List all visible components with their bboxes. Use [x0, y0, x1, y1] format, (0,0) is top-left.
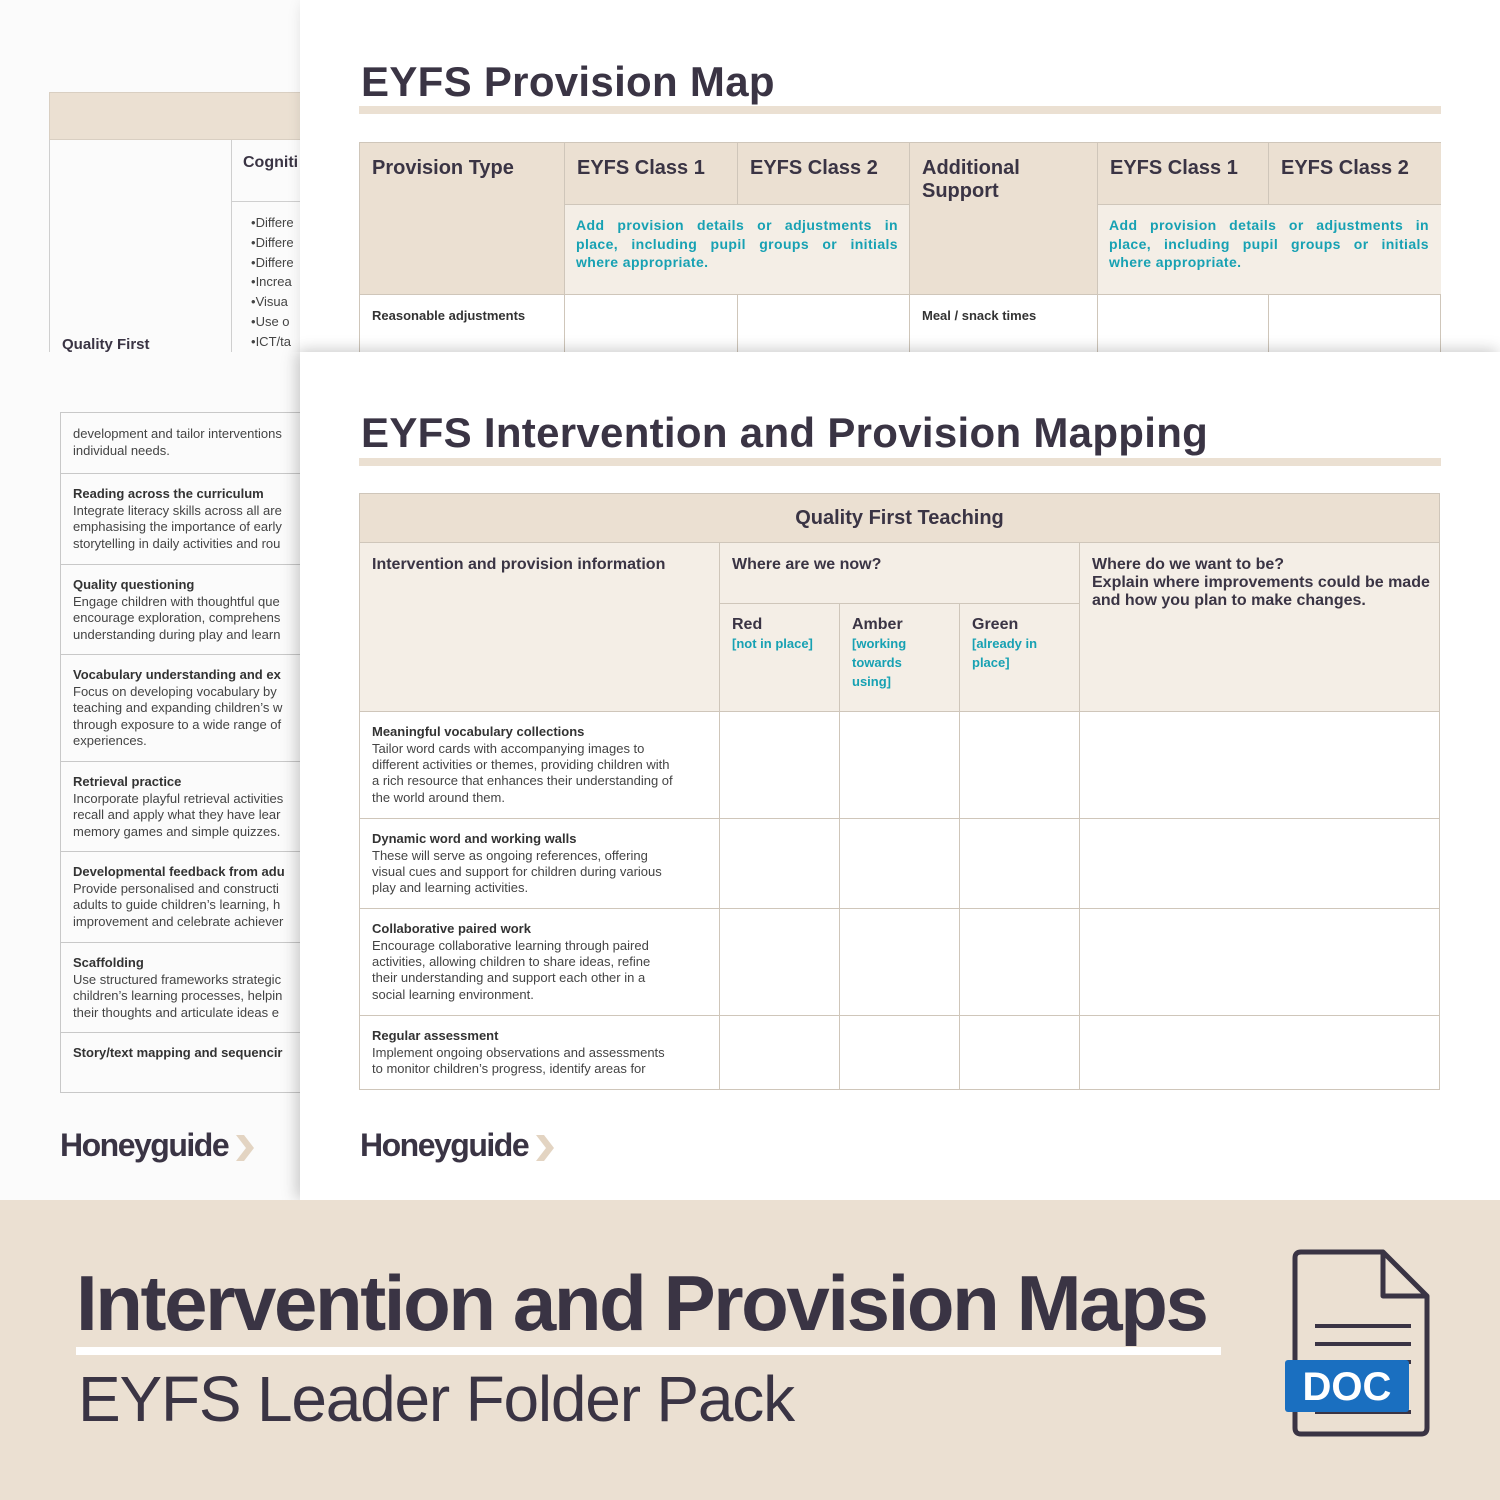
- instruction-cell-left: Add provision details or adjustments in place, including pupil groups or initials where appropriate.: [565, 205, 910, 295]
- back-sheet-bottom: [0, 352, 300, 1200]
- table-cell[interactable]: [840, 712, 960, 819]
- logo-chevron-icon: [236, 1135, 254, 1161]
- class1-header-left: EYFS Class 1: [565, 143, 738, 205]
- table-cell[interactable]: [720, 712, 840, 819]
- table-cell[interactable]: [1080, 909, 1439, 1016]
- table-row: development and tailor interventions individual needs.: [61, 413, 300, 474]
- list-item: • Use o: [251, 314, 294, 334]
- table-cell[interactable]: [840, 819, 960, 909]
- table-row: Meaningful vocabulary collections Tailor word cards with accompanying images to different activities or themes, providing children with a rich resource that enhances their understanding of the world around them.: [360, 712, 720, 819]
- table-cell[interactable]: [738, 295, 910, 352]
- honeyguide-logo: Honeyguide: [60, 1127, 229, 1163]
- table-cell[interactable]: [960, 1016, 1080, 1089]
- row-label-quality-first: Quality First: [62, 336, 150, 352]
- additional-support-header: Additional Support: [910, 143, 1098, 295]
- provision-map-sheet: [300, 0, 1500, 352]
- list-item: • Visua: [251, 294, 294, 314]
- list-item: • Differe: [251, 215, 294, 235]
- table-cell[interactable]: [960, 819, 1080, 909]
- table-row: Scaffolding Use structured frameworks strategic children’s learning processes, helpin their thoughts and articulate ideas e: [61, 943, 300, 1033]
- row-label-reasonable-adjustments: Reasonable adjustments: [360, 295, 565, 352]
- table-cell[interactable]: [565, 295, 738, 352]
- class2-header-right: EYFS Class 2: [1269, 143, 1441, 205]
- table-row: Retrieval practice Incorporate playful retrieval activities recall and apply what they have lear memory games and simple quizzes.: [61, 762, 300, 852]
- strategy-table: [60, 412, 300, 1093]
- logo-chevron-icon: [536, 1135, 554, 1161]
- row-label-meal-snack-times: Meal / snack times: [910, 295, 1098, 352]
- title-underline: [359, 106, 1441, 114]
- column-header-cognition: Cogniti: [243, 154, 299, 171]
- back-sheet-top: [0, 0, 300, 352]
- table-row: Quality questioning Engage children with thoughtful que encourage exploration, comprehens understanding during play and learn: [61, 565, 300, 655]
- doc-badge-label: DOC: [1302, 1365, 1392, 1409]
- page-title: EYFS Provision Map: [361, 58, 775, 105]
- strategy-bullet-list: [251, 215, 294, 352]
- title-underline: [359, 458, 1441, 466]
- intervention-map-sheet: [300, 352, 1500, 1200]
- provision-type-header: Provision Type: [360, 143, 565, 295]
- where-now-header: Where are we now?: [720, 543, 1080, 604]
- banner-divider: [76, 1347, 1221, 1355]
- table-cell[interactable]: [1080, 712, 1439, 819]
- table-cell[interactable]: [960, 712, 1080, 819]
- table-cell[interactable]: [1080, 819, 1439, 909]
- class1-header-right: EYFS Class 1: [1098, 143, 1269, 205]
- table-cell[interactable]: [720, 1016, 840, 1089]
- table-cell[interactable]: [1098, 295, 1269, 352]
- table-row: Vocabulary understanding and ex Focus on developing vocabulary by teaching and expanding children’s w through exposure to a wide range of experiences.: [61, 655, 300, 762]
- list-item: • Differe: [251, 235, 294, 255]
- info-column-header: Intervention and provision information: [360, 543, 720, 712]
- table-cell[interactable]: [720, 909, 840, 1016]
- table-cell[interactable]: [720, 819, 840, 909]
- rag-green-header: Green [already in place]: [960, 604, 1080, 712]
- honeyguide-logo: Honeyguide: [360, 1127, 529, 1163]
- doc-file-icon: [1283, 1248, 1433, 1438]
- banner-subtitle: EYFS Leader Folder Pack: [78, 1363, 794, 1435]
- instruction-cell-right: Add provision details or adjustments in place, including pupil groups or initials where appropriate.: [1098, 205, 1441, 295]
- rag-red-header: Red [not in place]: [720, 604, 840, 712]
- list-item: • ICT/ta: [251, 334, 294, 352]
- table-cell[interactable]: [960, 909, 1080, 1016]
- table-cell[interactable]: [840, 909, 960, 1016]
- product-banner: [0, 1200, 1500, 1500]
- table-row: Developmental feedback from adu Provide personalised and constructi adults to guide children’s learning, h improvement and celebrate achiever: [61, 852, 300, 943]
- table-header-band: [49, 92, 300, 140]
- quality-first-teaching-band: Quality First Teaching: [360, 494, 1439, 543]
- banner-title: Intervention and Provision Maps: [76, 1259, 1207, 1347]
- table-row: Collaborative paired work Encourage collaborative learning through paired activities, allowing children to share ideas, refine their understanding and support each other in a social learning environment.: [360, 909, 720, 1016]
- list-item: • Differe: [251, 255, 294, 275]
- table-cell[interactable]: [840, 1016, 960, 1089]
- page-title: EYFS Intervention and Provision Mapping: [361, 409, 1209, 456]
- list-item: • Increa: [251, 274, 294, 294]
- intervention-table: [359, 493, 1440, 1090]
- table-row: Reading across the curriculum Integrate literacy skills across all are emphasising the importance of early storytelling in daily activities and rou: [61, 474, 300, 565]
- rag-amber-header: Amber [working towards using]: [840, 604, 960, 712]
- where-want-header: Where do we want to be? Explain where improvements could be made and how you plan to make changes.: [1080, 543, 1439, 712]
- table-row: Regular assessment Implement ongoing observations and assessments to monitor children’s progress, identify areas for: [360, 1016, 720, 1089]
- table-row: Story/text mapping and sequencir: [73, 1045, 283, 1060]
- class2-header-left: EYFS Class 2: [738, 143, 910, 205]
- provision-map-table: [359, 142, 1441, 352]
- table-row: Dynamic word and working walls These will serve as ongoing references, offering visual cues and support for children during various play and learning activities.: [360, 819, 720, 909]
- table-cell[interactable]: [1080, 1016, 1439, 1089]
- table-cell[interactable]: [1269, 295, 1441, 352]
